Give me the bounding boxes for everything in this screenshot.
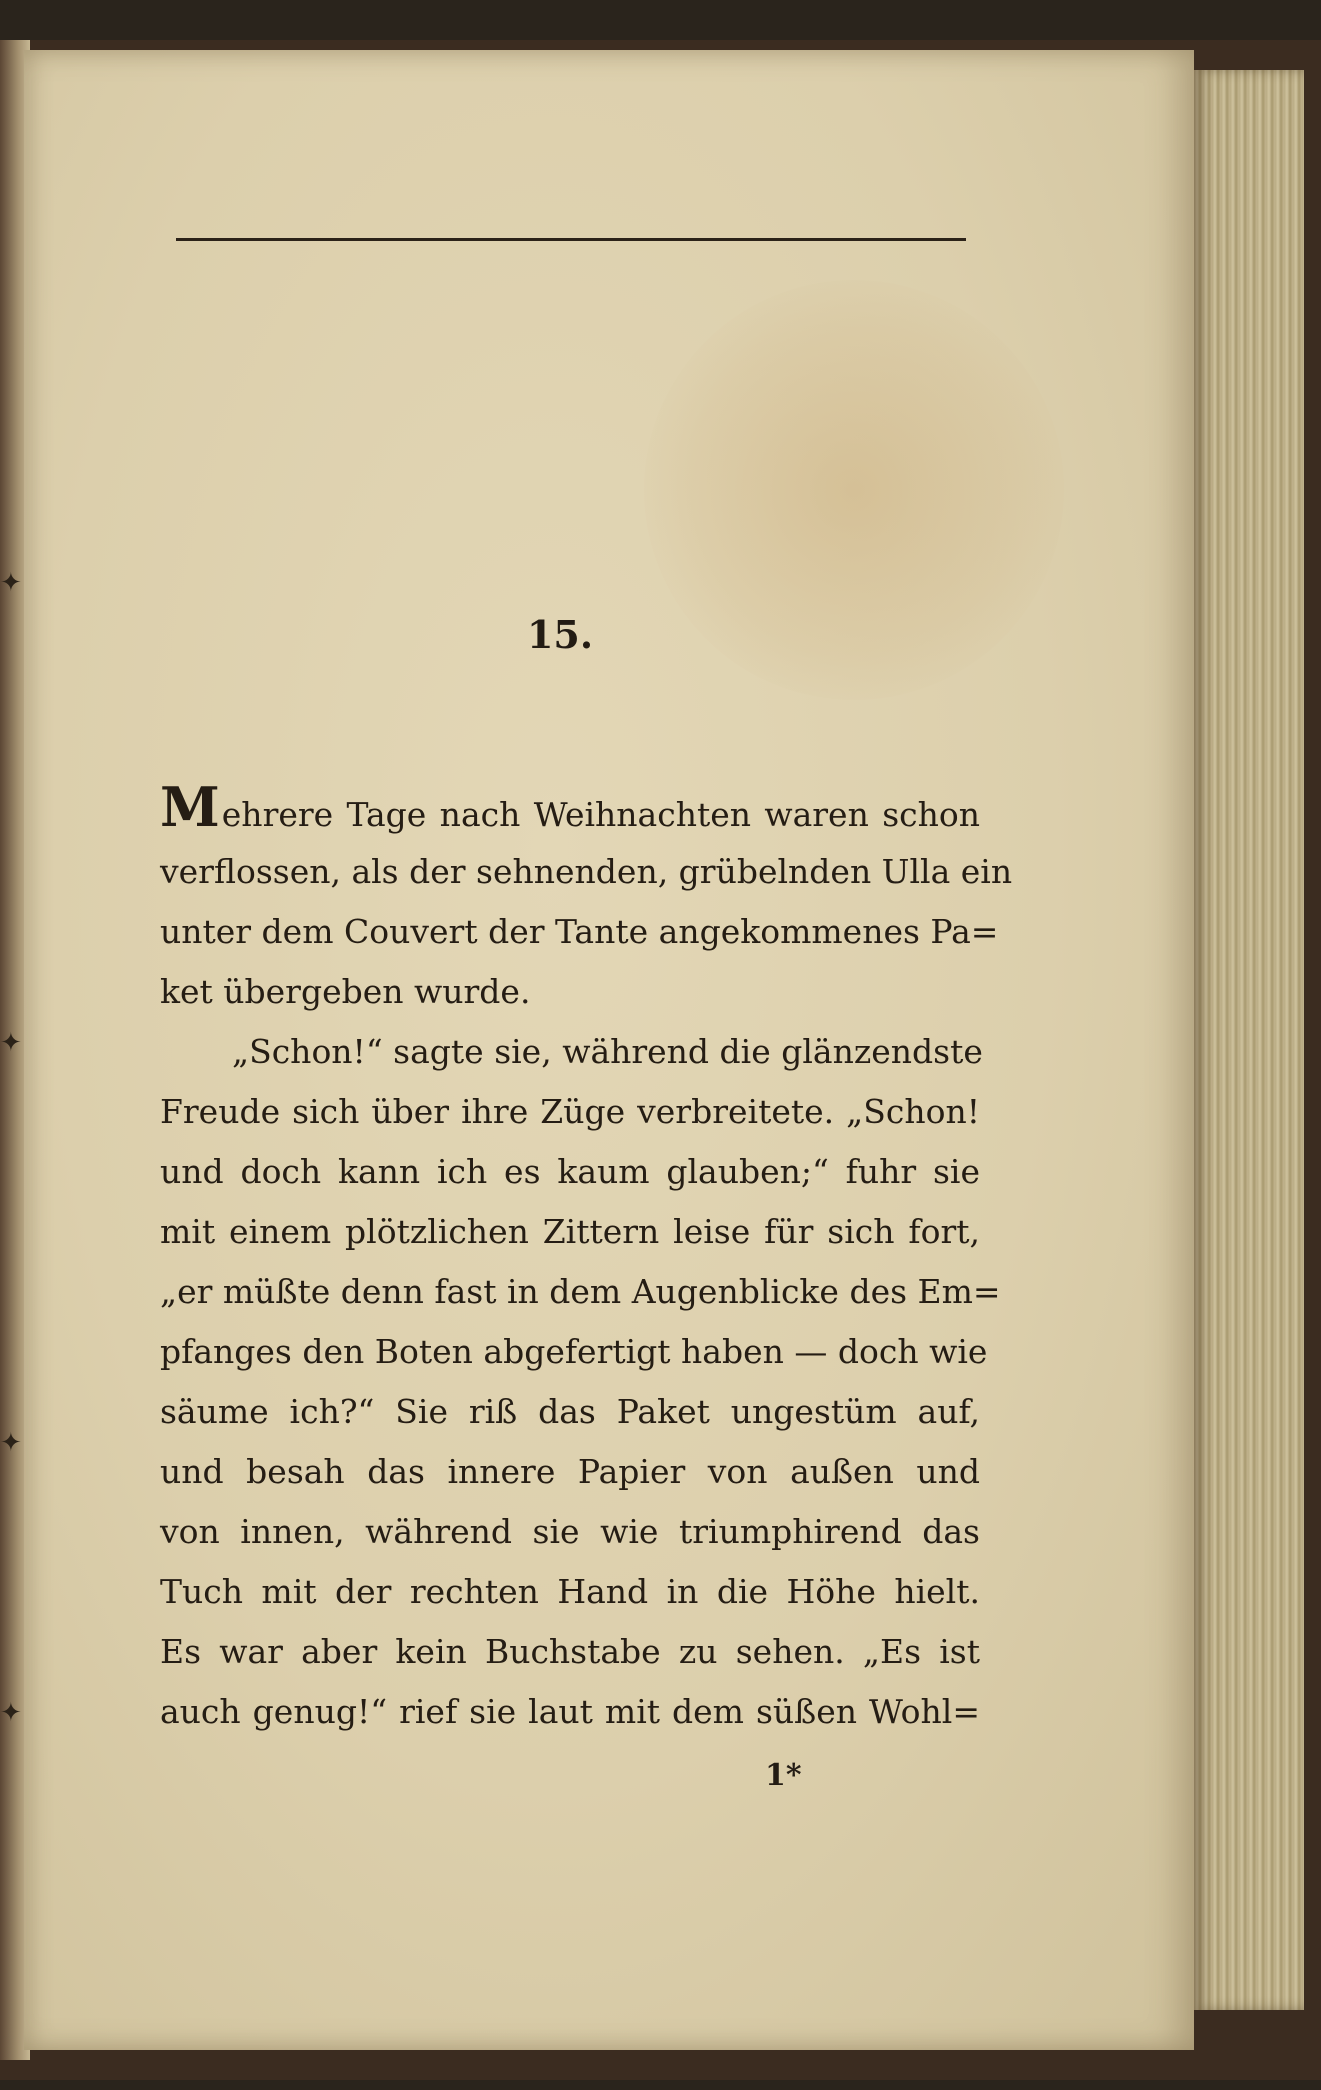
chapter-number: 15.	[526, 612, 594, 657]
text-line: unter dem Couvert der Tante angekommenes Pa=	[160, 912, 999, 951]
text-line: verflossen, als der sehnenden, grübelnden Ulla ein	[160, 852, 1013, 891]
text-line: mit einem plötzlichen Zittern leise für sich fort,	[160, 1212, 980, 1251]
text-line: von innen, während sie wie triumphirend das	[160, 1512, 980, 1551]
binding-thread-mark: ✦	[0, 1028, 22, 1058]
text-line: „Schon!“ sagte sie, während die glänzendste	[232, 1032, 983, 1071]
text-line: auch genug!“ rief sie laut mit dem süßen Wohl=	[160, 1692, 980, 1731]
drop-cap: M	[160, 775, 220, 839]
paper-stain	[644, 280, 1064, 700]
text-line: Freude sich über ihre Züge verbreitete. „Schon!	[160, 1092, 980, 1131]
text-line: säume ich?“ Sie riß das Paket ungestüm auf,	[160, 1392, 980, 1431]
text-line: Es war aber kein Buchstabe zu sehen. „Es ist	[160, 1632, 980, 1671]
binding-thread-mark: ✦	[0, 1698, 22, 1728]
text-line: und doch kann ich es kaum glauben;“ fuhr sie	[160, 1152, 980, 1191]
text-line: ket übergeben wurde.	[160, 972, 531, 1011]
body-text	[160, 775, 1013, 1742]
header-rule	[176, 238, 966, 241]
page-block-edge	[1194, 70, 1304, 2010]
binding-thread-mark: ✦	[0, 568, 22, 598]
binding-thread-mark: ✦	[0, 1428, 22, 1458]
text-line: pfanges den Boten abgefertigt haben — doch wie	[160, 1332, 988, 1371]
text-line: und besah das innere Papier von außen und	[160, 1452, 980, 1491]
signature-mark: 1*	[765, 1758, 802, 1793]
text-line: Mehrere Tage nach Weihnachten waren schon	[160, 775, 980, 839]
text-line: „er müßte denn fast in dem Augenblicke des Em=	[160, 1272, 1001, 1311]
text-line: Tuch mit der rechten Hand in die Höhe hielt.	[160, 1572, 980, 1611]
